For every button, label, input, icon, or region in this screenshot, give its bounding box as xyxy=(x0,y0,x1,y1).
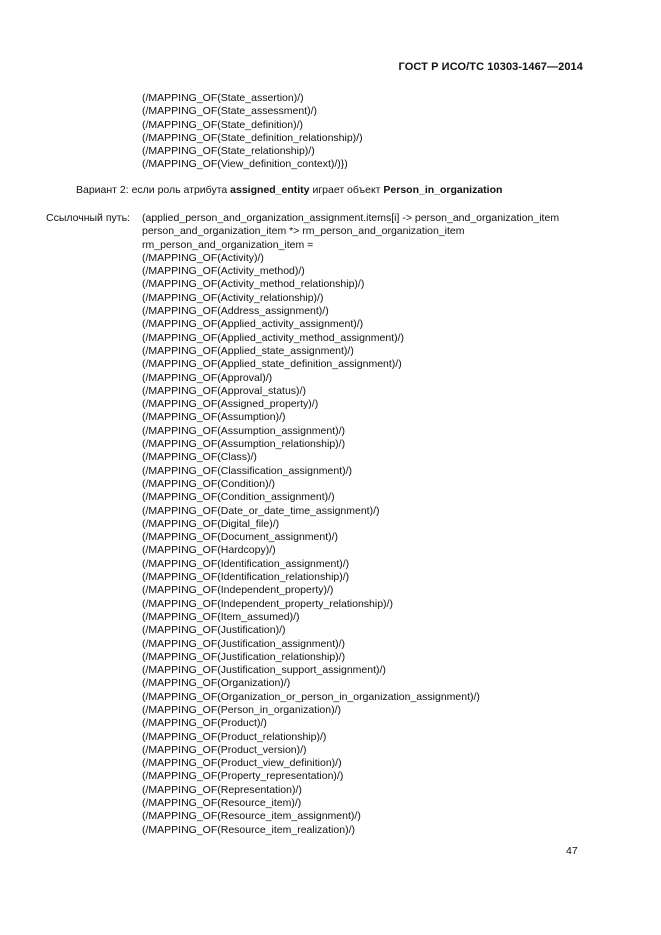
reference-path-line: (/MAPPING_OF(Activity_relationship)/) xyxy=(142,291,324,304)
reference-path-line: (/MAPPING_OF(Applied_state_definition_assignment)/) xyxy=(142,358,402,371)
reference-path-line: (/MAPPING_OF(Independent_property)/) xyxy=(142,584,334,597)
reference-path-line: (/MAPPING_OF(Applied_activity_assignment)/) xyxy=(142,318,364,331)
page-number: 47 xyxy=(566,845,578,857)
reference-path-line: (/MAPPING_OF(Approval_status)/) xyxy=(142,384,306,397)
reference-path-line: (/MAPPING_OF(Assigned_property)/) xyxy=(142,398,319,411)
document-header: ГОСТ Р ИСО/ТС 10303-1467—2014 xyxy=(398,61,583,73)
reference-path-line: (/MAPPING_OF(Document_assignment)/) xyxy=(142,531,339,544)
variant-prefix: Вариант 2: если роль атрибута xyxy=(76,184,231,196)
reference-path-line: (/MAPPING_OF(Independent_property_relationship)/) xyxy=(142,597,393,610)
reference-path-line: person_and_organization_item *> rm_person_and_organization_item xyxy=(142,225,465,238)
mapping-line: (/MAPPING_OF(State_assessment)/) xyxy=(142,105,318,118)
reference-path-line: (/MAPPING_OF(Product)/) xyxy=(142,717,267,730)
reference-path-line: (/MAPPING_OF(Resource_item_realization)/) xyxy=(142,823,355,836)
variant-object: Person_in_organization xyxy=(383,184,503,196)
reference-path-line: (/MAPPING_OF(Resource_item_assignment)/) xyxy=(142,810,361,823)
reference-path-line: (/MAPPING_OF(Organization_or_person_in_organization_assignment)/) xyxy=(142,690,480,703)
reference-path-line: (/MAPPING_OF(Resource_item)/) xyxy=(142,797,302,810)
reference-path-line: (/MAPPING_OF(Property_representation)/) xyxy=(142,770,344,783)
reference-path-line: (/MAPPING_OF(Hardcopy)/) xyxy=(142,544,276,557)
reference-path-line: (/MAPPING_OF(Product_version)/) xyxy=(142,743,307,756)
reference-path-line: (/MAPPING_OF(Identification_relationship)/) xyxy=(142,571,350,584)
reference-path-line: (/MAPPING_OF(Activity_method_relationship)/) xyxy=(142,278,365,291)
reference-path-line: (/MAPPING_OF(Class)/) xyxy=(142,451,257,464)
reference-path-line: (/MAPPING_OF(Assumption_assignment)/) xyxy=(142,424,346,437)
mapping-line: (/MAPPING_OF(State_relationship)/) xyxy=(142,145,315,158)
reference-path-line: (/MAPPING_OF(Date_or_date_time_assignment)/) xyxy=(142,504,380,517)
reference-path-line: (/MAPPING_OF(Condition)/) xyxy=(142,477,276,490)
mapping-continuation-block xyxy=(142,92,363,172)
reference-path-line: (applied_person_and_organization_assignment.items[i] -> person_and_organization_item xyxy=(142,212,560,224)
reference-path-line: (/MAPPING_OF(Justification_assignment)/) xyxy=(142,637,346,650)
reference-path-line: (/MAPPING_OF(Justification)/) xyxy=(142,624,286,637)
reference-path-line: (/MAPPING_OF(Activity_method)/) xyxy=(142,265,305,278)
reference-path-line: (/MAPPING_OF(Justification_support_assignment)/) xyxy=(142,664,386,677)
reference-path-label: Ссылочный путь: xyxy=(46,212,130,224)
reference-path-line: (/MAPPING_OF(Item_assumed)/) xyxy=(142,610,300,623)
reference-path-line: (/MAPPING_OF(Person_in_organization)/) xyxy=(142,703,341,716)
reference-path-line: (/MAPPING_OF(Product_view_definition)/) xyxy=(142,757,342,770)
mapping-line: (/MAPPING_OF(State_definition)/) xyxy=(142,118,304,131)
reference-path-line: rm_person_and_organization_item = xyxy=(142,238,314,251)
reference-path-line: (/MAPPING_OF(Applied_state_assignment)/) xyxy=(142,344,354,357)
reference-path-line: (/MAPPING_OF(Justification_relationship)/) xyxy=(142,650,346,663)
reference-path-line: (/MAPPING_OF(Identification_assignment)/) xyxy=(142,557,350,570)
reference-path-line: (/MAPPING_OF(Applied_activity_method_assignment)/) xyxy=(142,331,405,344)
variant-middle: играет объект xyxy=(309,184,384,196)
reference-path-line: (/MAPPING_OF(Activity)/) xyxy=(142,251,264,264)
variant-attribute: assigned_entity xyxy=(230,184,310,196)
reference-path-line: (/MAPPING_OF(Address_assignment)/) xyxy=(142,305,329,318)
reference-path-line: (/MAPPING_OF(Approval)/) xyxy=(142,371,273,384)
reference-path-line: (/MAPPING_OF(Organization)/) xyxy=(142,677,291,690)
reference-path-line: (/MAPPING_OF(Condition_assignment)/) xyxy=(142,491,335,504)
reference-path-line: (/MAPPING_OF(Assumption_relationship)/) xyxy=(142,438,346,451)
reference-path-line: (/MAPPING_OF(Representation)/) xyxy=(142,783,302,796)
mapping-line: (/MAPPING_OF(State_definition_relationship)/) xyxy=(142,131,363,144)
reference-path-line: (/MAPPING_OF(Classification_assignment)/) xyxy=(142,464,353,477)
variant-heading xyxy=(76,184,502,197)
reference-path-block xyxy=(142,212,559,837)
mapping-line: (/MAPPING_OF(View_definition_context)/)}) xyxy=(142,158,348,171)
mapping-line: (/MAPPING_OF(State_assertion)/) xyxy=(142,92,304,104)
reference-path-line: (/MAPPING_OF(Digital_file)/) xyxy=(142,517,280,530)
reference-path-line: (/MAPPING_OF(Product_relationship)/) xyxy=(142,730,327,743)
reference-path-line: (/MAPPING_OF(Assumption)/) xyxy=(142,411,286,424)
